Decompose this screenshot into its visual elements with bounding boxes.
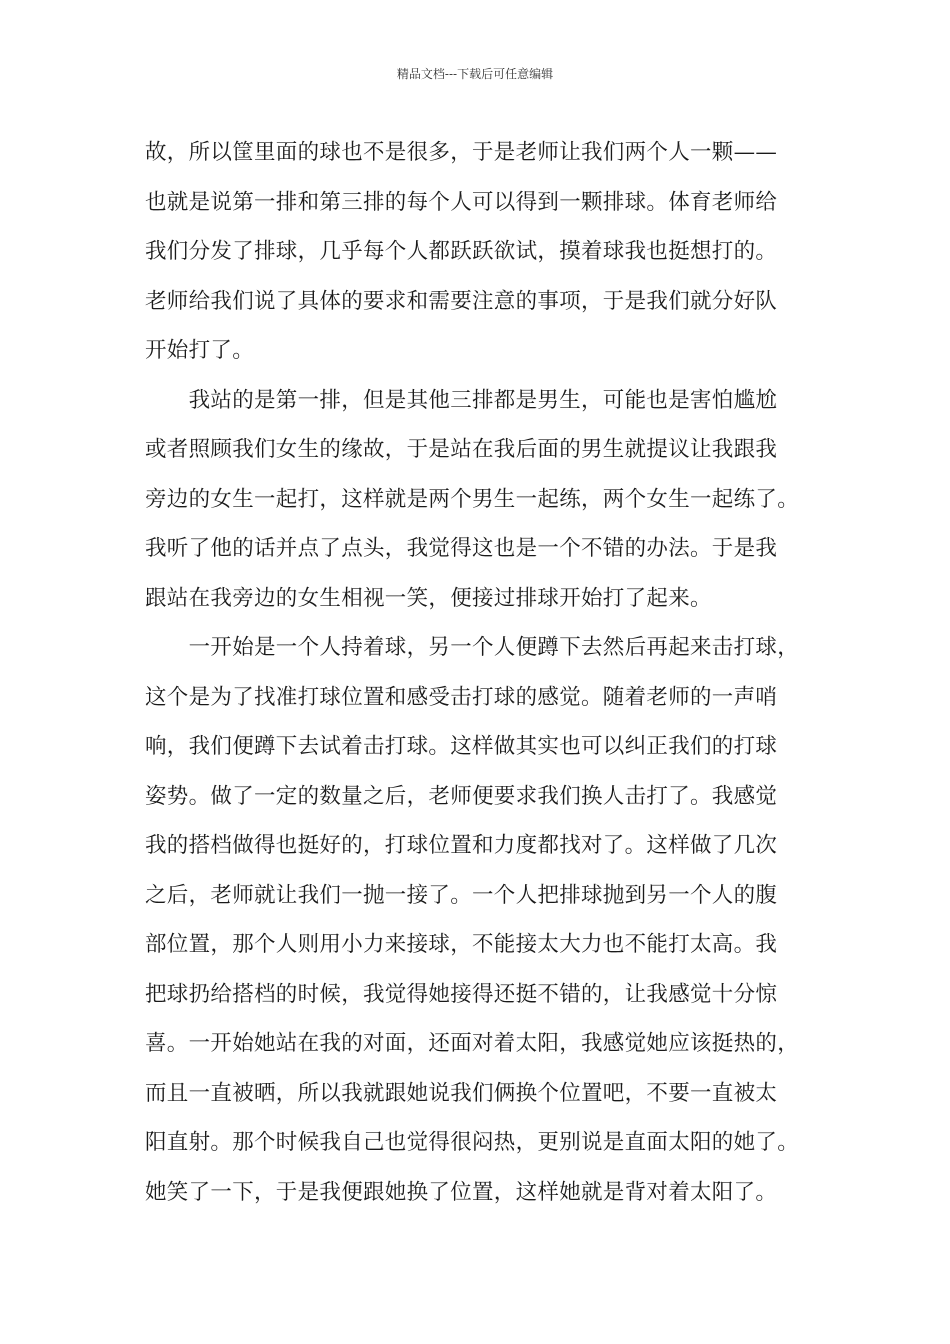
text-line: 而且一直被晒，所以我就跟她说我们俩换个位置吧，不要一直被太: [145, 1080, 778, 1106]
text-line: 我站的是第一排，但是其他三排都是男生，可能也是害怕尴尬: [145, 387, 778, 413]
text-line: 或者照顾我们女生的缘故，于是站在我后面的男生就提议让我跟我: [145, 437, 778, 462]
paragraph-2: [145, 376, 825, 624]
text-line: 部位置，那个人则用小力来接球，不能接太大力也不能打太高。我: [145, 932, 778, 957]
text-line: 她笑了一下，于是我便跟她换了位置，这样她就是背对着太阳了。: [145, 1179, 778, 1205]
text-line: 喜。一开始她站在我的对面，还面对着太阳，我感觉她应该挺热的，: [145, 1031, 800, 1056]
text-line: 故，所以筐里面的球也不是很多，于是老师让我们两个人一颗——: [145, 140, 778, 165]
text-line: 这个是为了找准打球位置和感受击打球的感觉。随着老师的一声哨: [145, 684, 778, 710]
text-line: 姿势。做了一定的数量之后，老师便要求我们换人击打了。我感觉: [145, 783, 778, 809]
text-line: 跟站在我旁边的女生相视一笑，便接过排球开始打了起来。: [145, 585, 712, 611]
text-line: 把球扔给搭档的时候，我觉得她接得还挺不错的，让我感觉十分惊: [145, 981, 778, 1007]
text-line: 我们分发了排球，几乎每个人都跃跃欲试，摸着球我也挺想打的。: [145, 239, 778, 264]
text-line: 开始打了。: [145, 338, 255, 363]
text-line: 旁边的女生一起打，这样就是两个男生一起练，两个女生一起练了。: [145, 486, 800, 512]
text-line: 之后，老师就让我们一抛一接了。一个人把排球抛到另一个人的腹: [145, 882, 778, 908]
text-line: 我的搭档做得也挺好的，打球位置和力度都找对了。这样做了几次: [145, 833, 778, 858]
paragraph-3: [145, 623, 825, 1217]
text-line: 阳直射。那个时候我自己也觉得很闷热，更别说是直面太阳的她了。: [145, 1130, 800, 1155]
paragraph-1: [145, 128, 825, 376]
text-line: 一开始是一个人持着球，另一个人便蹲下去然后再起来击打球，: [145, 635, 800, 660]
text-line: 也就是说第一排和第三排的每个人可以得到一颗排球。体育老师给: [145, 189, 778, 215]
text-line: 老师给我们说了具体的要求和需要注意的事项，于是我们就分好队: [145, 288, 778, 314]
document-body: [145, 128, 825, 1217]
text-line: 我听了他的话并点了点头，我觉得这也是一个不错的办法。于是我: [145, 536, 778, 561]
page-header: 精品文档---下载后可任意编辑: [396, 67, 554, 81]
text-line: 响，我们便蹲下去试着击打球。这样做其实也可以纠正我们的打球: [145, 734, 778, 759]
